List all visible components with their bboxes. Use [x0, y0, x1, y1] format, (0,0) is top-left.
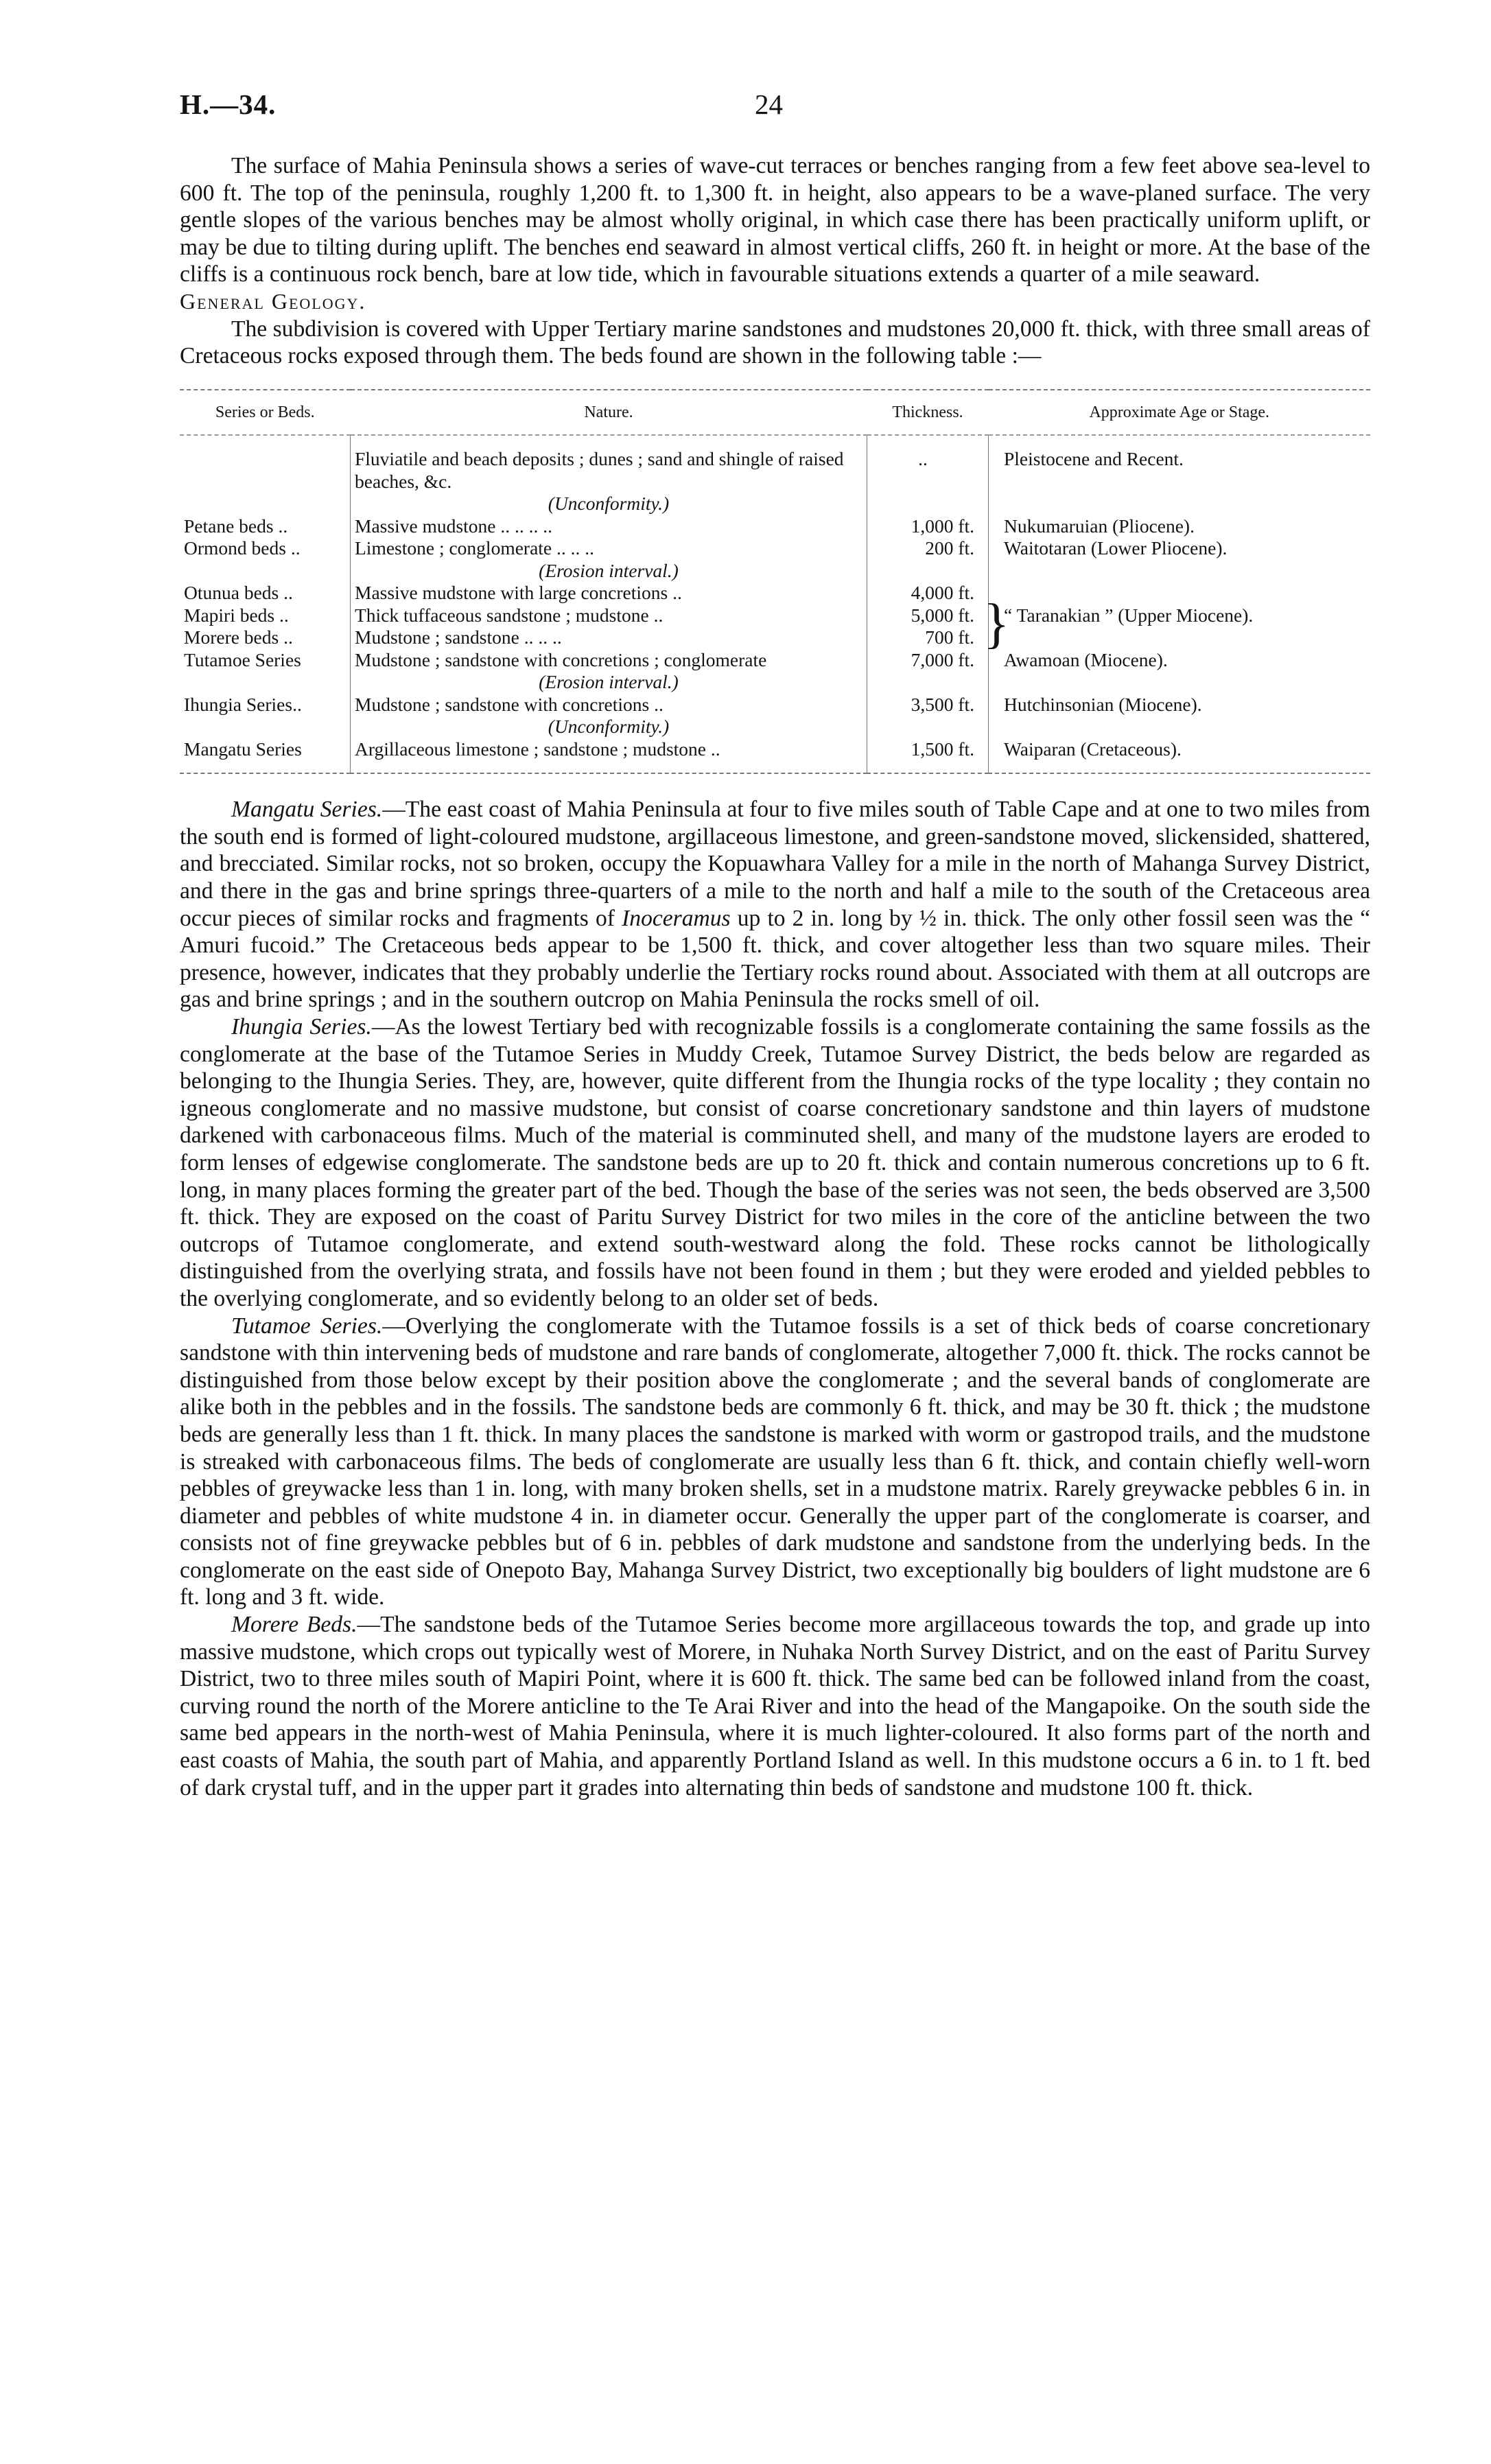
cell-thickness: 7,000 ft. — [867, 649, 989, 694]
nature-text: Mudstone ; sandstone with concretions ; conglomerate — [355, 648, 767, 670]
cell-series — [180, 435, 351, 515]
cell-age: Waitotaran (Lower Pliocene). — [1004, 537, 1228, 559]
cell-age: Awamoan (Miocene). — [1004, 648, 1168, 670]
page-number: 24 — [755, 89, 783, 120]
cell-thickness: .. — [867, 435, 989, 515]
cell-series: Otunua beds .. — [184, 582, 293, 604]
cell-thickness: 5,000 ft. — [867, 605, 989, 627]
column-header-series: Series or Beds. — [180, 390, 351, 436]
cell-nature — [351, 537, 867, 582]
table-header-row — [180, 390, 1370, 436]
cell-series: Tutamoe Series — [184, 648, 301, 670]
right-brace-icon: } — [983, 593, 1010, 654]
cell-age: Waiparan (Cretaceous). — [1004, 738, 1182, 760]
tutamoe-text: —Overlying the conglomerate with the Tutamoe fossils is a set of thick beds of coarse concretionary sandstone with thin intervening beds of mudstone and rare bands of conglomerate, altogether 7,000 ft. thick. The rocks cannot be distinguished from those below except by their position above the conglomerate ; and the several bands of conglomerate are alike both in the pebbles and in the fossils. The sandstone beds are commonly 6 ft. thick, and may be 30 ft. thick ; the mudstone beds are generally less than 1 ft. thick. In many places the sandstone is marked with worm or gastropod trails, and the mudstone is streaked with carbonaceous films. The beds of conglomerate are usually less than 6 ft. thick, and contain chiefly well-worn pebbles of greywacke less than 1 in. long, with many broken shells, set in a mudstone matrix. Rarely greywacke pebbles 6 in. in diameter and pebbles of white mudstone 4 in. in diameter occur. Generally the upper part of the conglomerate is coarser, and consists not of fine greywacke pebbles but of 6 in. pebbles of dark mudstone and sandstone from the underlying beds. In the conglomerate on the east side of Onepoto Bay, Mahanga Survey District, two exceptionally big boulders of light mudstone are 6 ft. long and 3 ft. wide. — [180, 1313, 1370, 1610]
cell-nature: Argillaceous limestone ; sandstone ; mudstone .. — [351, 738, 867, 774]
geology-paragraph: The subdivision is covered with Upper Tertiary marine sandstones and mudstones 20,000 ft. thick, with three small areas of Cretaceous rocks exposed through them. The beds found are shown in the following table :— — [180, 316, 1370, 369]
morere-paragraph — [180, 1611, 1370, 1801]
cell-age — [983, 582, 1371, 654]
cell-thickness: 1,000 ft. — [867, 515, 989, 538]
mangatu-title: Mangatu Series. — [231, 797, 383, 823]
cell-thickness: 200 ft. — [867, 537, 989, 582]
mangatu-text-b: up to 2 in. long by ½ in. thick. The only other fossil seen was the “ Amuri fucoid.” The Cretaceous beds appear to be 1,500 ft. thick, and cover altogether less than two square miles. Their presence, however, indicates that they probably underlie the Tertiary rocks round about. Associated with them at all outcrops are gas and brine springs ; and in the southern outcrop on Mahia Peninsula the rocks smell of oil. — [180, 905, 1370, 1013]
cell-nature: Thick tuffaceous sandstone ; mudstone .. — [351, 605, 867, 627]
cell-thickness: 700 ft. — [867, 626, 989, 649]
cell-series: Ormond beds .. — [184, 537, 301, 559]
tutamoe-paragraph — [180, 1313, 1370, 1612]
table-row — [180, 694, 1370, 738]
cell-age: Hutchinsonian (Miocene). — [1004, 693, 1202, 715]
table-row — [180, 515, 1370, 538]
cell-nature: Massive mudstone with large concretions .. — [351, 582, 867, 605]
cell-age: Nukumaruian (Pliocene). — [1004, 515, 1195, 537]
grouped-age-text: “ Taranakian ” (Upper Miocene). — [1004, 604, 1254, 626]
cell-thickness: 1,500 ft. — [867, 738, 989, 774]
stratigraphic-note: (Unconformity.) — [548, 716, 670, 738]
intro-paragraph: The surface of Mahia Peninsula shows a series of wave-cut terraces or benches ranging from a few feet above sea-level to 600 ft. The top of the peninsula, roughly 1,200 ft. to 1,300 ft. in height, also appears to be a wave-planed surface. The very gentle slopes of the various benches may be almost wholly original, in which case there has been practically uniform uplift, or may be due to tilting during uplift. The benches end seaward in almost vertical cliffs, 260 ft. in height or more. At the base of the cliffs is a continuous rock bench, bare at low tide, which in favourable situations extends a quarter of a mile seaward. — [180, 153, 1370, 288]
table-row — [180, 582, 1370, 605]
cell-age: Pleistocene and Recent. — [1004, 448, 1184, 470]
nature-text: Mudstone ; sandstone with concretions .. — [355, 693, 664, 715]
strata-table — [180, 389, 1370, 775]
cell-series: Petane beds .. — [184, 515, 288, 537]
cell-series: Mangatu Series — [184, 738, 302, 760]
nature-text: Fluviatile and beach deposits ; dunes ; sand and shingle of raised beaches, &c. — [355, 448, 844, 492]
nature-text: Limestone ; conglomerate .. .. .. — [355, 537, 595, 559]
morere-title: Morere Beds. — [231, 1612, 357, 1638]
column-header-nature: Nature. — [351, 390, 867, 436]
table-row — [180, 738, 1370, 774]
stratigraphic-note: (Erosion interval.) — [539, 671, 679, 693]
document-reference: H.—34. — [180, 89, 277, 120]
cell-nature: Massive mudstone .. .. .. .. — [351, 515, 867, 538]
mangatu-genus: Inoceramus — [622, 905, 731, 931]
section-heading: General Geology. — [180, 288, 366, 314]
body-text — [180, 152, 1370, 1801]
cell-series: Mapiri beds .. — [184, 604, 289, 626]
table-row — [180, 649, 1370, 694]
table-row — [180, 537, 1370, 582]
cell-series: Ihungia Series.. — [184, 693, 302, 715]
ihungia-title: Ihungia Series. — [231, 1014, 372, 1040]
column-header-thickness: Thickness. — [867, 390, 989, 436]
column-header-age: Approximate Age or Stage. — [989, 390, 1371, 436]
cell-nature: Mudstone ; sandstone .. .. .. — [351, 626, 867, 649]
cell-nature — [351, 694, 867, 738]
cell-nature — [351, 649, 867, 694]
cell-thickness: 3,500 ft. — [867, 694, 989, 738]
tutamoe-title: Tutamoe Series. — [231, 1313, 383, 1339]
mangatu-text-a: —The east coast of Mahia Peninsula at four to five miles south of Table Cape and at one to two miles from the south end is formed of light-coloured mudstone, argillaceous limestone, and green-sandstone moved, slickensided, shattered, and brecciated. Similar rocks, not so broken, occupy the Kopuawhara Valley for a mile in the north of Mahanga Survey District, and there in the gas and brine springs three-quarters of a mile to the north and half a mile to the south of the Cretaceous area occur pieces of similar rocks and fragments of — [180, 797, 1370, 931]
ihungia-text: —As the lowest Tertiary bed with recognizable fossils is a conglomerate containing the same fossils as the conglomerate at the base of the Tutamoe Series in Muddy Creek, Tutamoe Survey District, the beds below are regarded as belonging to the Ihungia Series. They, are, however, quite different from the Ihungia rocks of the type locality ; they contain no igneous conglomerate and no massive mudstone, but consist of coarse concretionary sandstone and thin layers of mudstone darkened with carbonaceous films. Much of the material is comminuted shell, and many of the mudstone layers are eroded to form lenses of edgewise conglomerate. The sandstone beds are up to 20 ft. thick and contain numerous concretions up to 6 ft. long, in many places forming the greater part of the bed. Though the base of the series was not seen, the beds observed are 3,500 ft. thick. They are exposed on the coast of Paritu Survey District for two miles in the core of the anticline between the two outcrops of Tutamoe conglomerate, and extend south-westward along the fold. These rocks cannot be lithologically distinguished from the overlying strata, and fossils have not been found in them ; but they were eroded and yielded pebbles to the overlying conglomerate, and so evidently belong to an older set of beds. — [180, 1014, 1370, 1311]
table-row — [180, 435, 1370, 515]
page-header — [0, 88, 1491, 129]
stratigraphic-note: (Unconformity.) — [548, 493, 670, 515]
grouped-age — [983, 593, 1366, 654]
ihungia-paragraph — [180, 1013, 1370, 1313]
cell-thickness: 4,000 ft. — [867, 582, 989, 605]
cell-series: Morere beds .. — [184, 626, 293, 648]
cell-nature — [351, 435, 867, 515]
mangatu-paragraph — [180, 796, 1370, 1013]
stratigraphic-note: (Erosion interval.) — [539, 559, 679, 581]
morere-text: —The sandstone beds of the Tutamoe Series become more argillaceous towards the top, and grade up into massive mudstone, which crops out typically west of Morere, in Nuhaka North Survey District, and on the east of Paritu Survey District, two to three miles south of Mapiri Point, where it is 600 ft. thick. The same bed can be followed inland from the coast, curving round the north of the Morere anticline to the Te Arai River and into the head of the Mangapoike. On the south side the same bed appears in the north-west of Mahia Peninsula, where it is much lighter-coloured. It also forms part of the north and east coasts of Mahia, the south part of Mahia, and apparently Portland Island as well. In this mudstone occurs a 6 in. to 1 ft. bed of dark crystal tuff, and in the upper part it grades into alternating thin beds of sandstone and mudstone 100 ft. thick. — [180, 1612, 1370, 1800]
